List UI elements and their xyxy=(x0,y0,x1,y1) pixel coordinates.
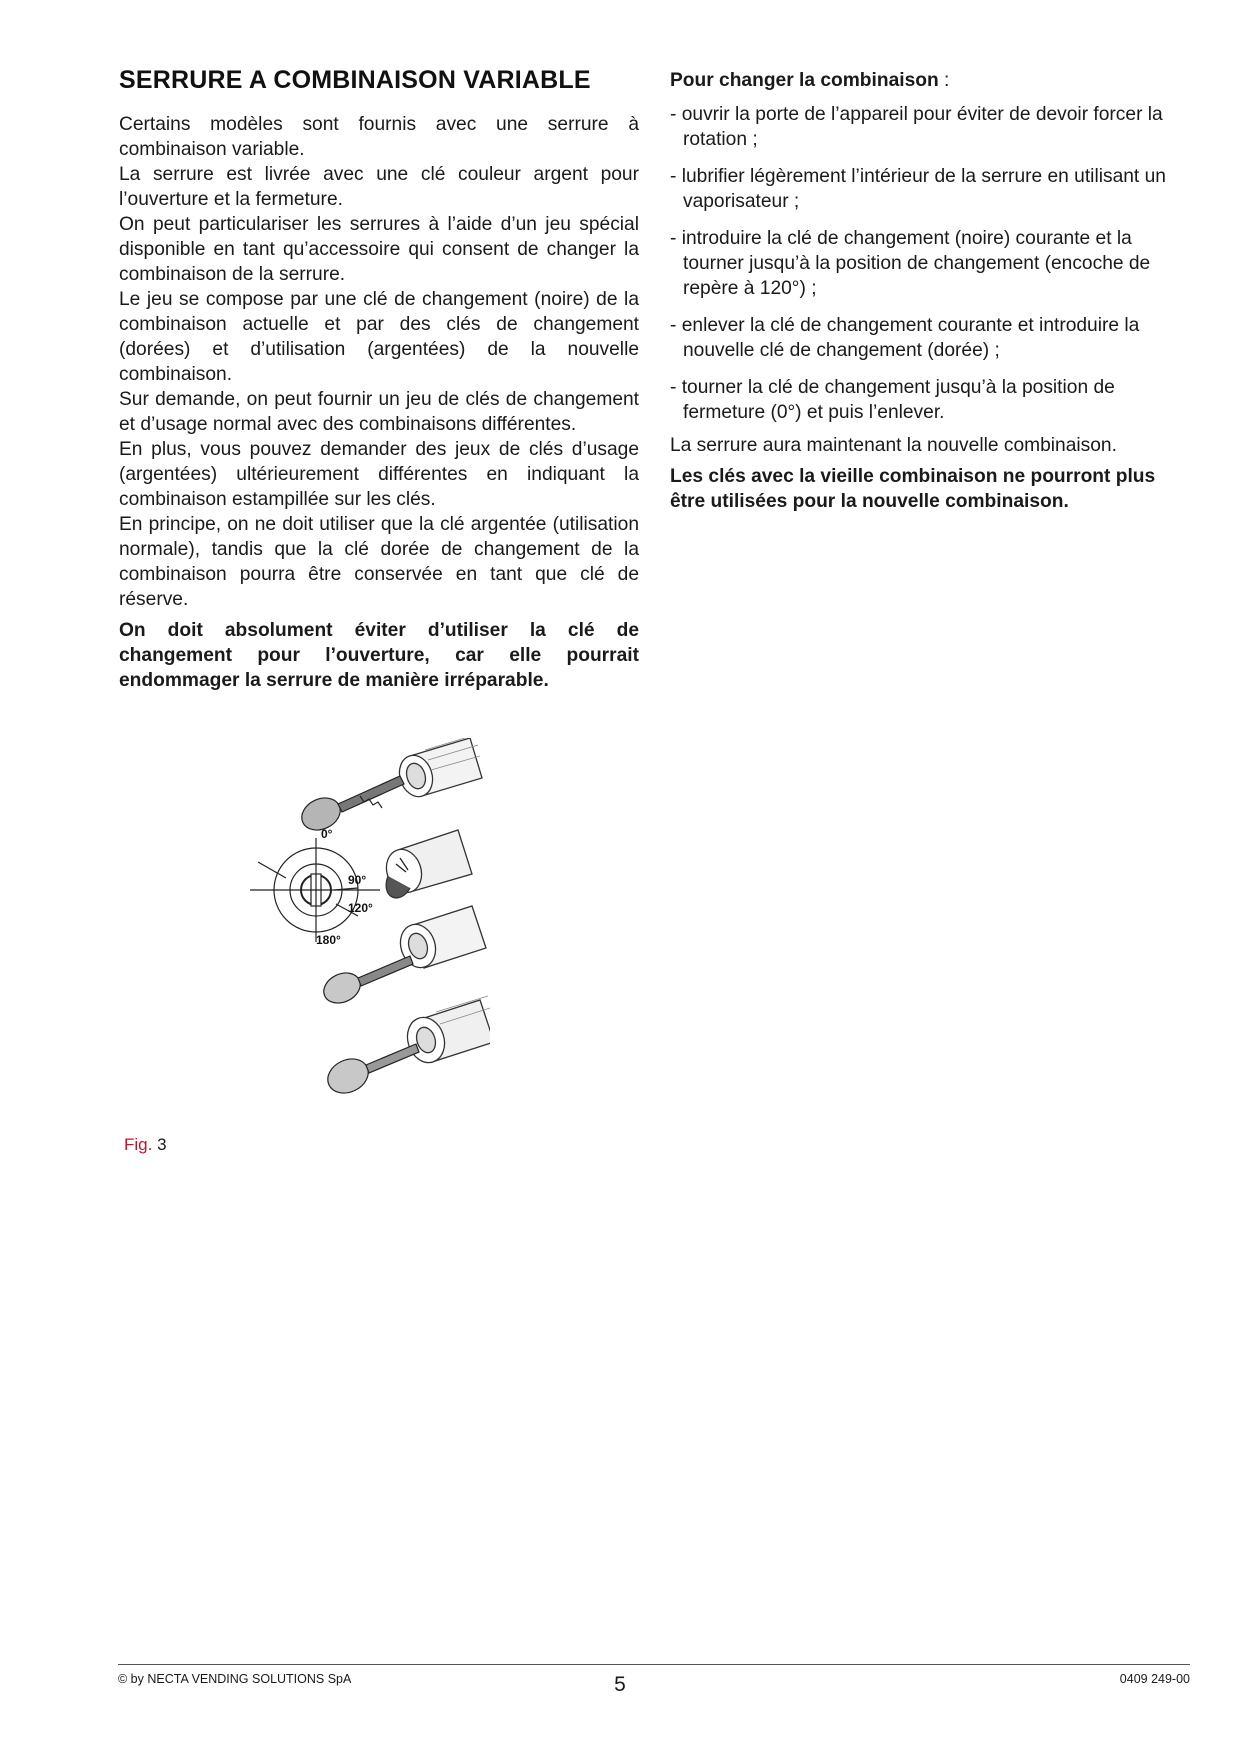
step-turn-to-close: - tourner la clé de changement jusqu’à la position de fermeture (0°) et puis l’enlever. xyxy=(670,377,1115,423)
right-column xyxy=(670,68,1190,514)
step-lubricate: - lubrifier légèrement l’intérieur de la serrure en utilisant un vaporisateur ; xyxy=(670,166,1166,212)
key-3 xyxy=(319,956,413,1009)
angle-label-180: 180° xyxy=(316,933,341,947)
figure-label xyxy=(124,1135,167,1155)
warning-right: Les clés avec la vieille combinaison ne pourront plus être utilisées pour la nouvelle combinaison. xyxy=(670,466,1156,512)
procedure-heading-colon: : xyxy=(938,70,950,91)
paragraph-principle: En principe, on ne doit utiliser que la clé argentée (utilisation normale), tandis que la clé dorée de changement de la combinaison pourra être conservée en tant que clé de réserve. xyxy=(119,514,639,610)
procedure-heading xyxy=(670,68,1190,93)
angle-label-0: 0° xyxy=(321,827,333,841)
footer-divider xyxy=(118,1664,1190,1665)
paragraph-intro: Certains modèles sont fournis avec une serrure à combinaison variable. xyxy=(119,114,639,160)
document-code: 0409 249-00 xyxy=(1119,1672,1190,1686)
left-column xyxy=(119,66,639,693)
warning-left: On doit absolument éviter d’utiliser la clé de changement pour l’ouverture, car elle pourrait endommager la serrure de manière irréparable. xyxy=(119,620,639,691)
step-insert-gold-key: - enlever la clé de changement courante et introduire la nouvelle clé de changement (dorée) ; xyxy=(670,315,1140,361)
paragraph-extra-keys: En plus, vous pouvez demander des jeux de clés d’usage (argentées) ultérieurement différentes en indiquant la combinaison estampillée sur les clés. xyxy=(119,439,639,510)
paragraph-special-kit: On peut particulariser les serrures à l’aide d’un jeu spécial disponible en tant qu’accessoire qui consent de changer la combinaison de la serrure. xyxy=(119,214,639,285)
paragraph-silver-key: La serrure est livrée avec une clé couleur argent pour l’ouverture et la fermeture. xyxy=(119,164,639,210)
lock-cylinder-1 xyxy=(394,738,482,801)
lock-cylinder-4 xyxy=(402,996,490,1067)
result-text: La serrure aura maintenant la nouvelle combinaison. xyxy=(670,435,1117,456)
angle-label-120: 120° xyxy=(348,901,373,915)
angle-label-90: 90° xyxy=(348,873,367,887)
paragraph-kit-contents: Le jeu se compose par une clé de changement (noire) de la combinaison actuelle et par des clés de changement (dorées) et d’utilisation (argentées) de la nouvelle combinaison. xyxy=(119,289,639,385)
paragraph-on-request: Sur demande, on peut fournir un jeu de clés de changement et d’usage normal avec des combinaisons différentes. xyxy=(119,389,639,435)
footer-copyright: © by NECTA VENDING SOLUTIONS SpA xyxy=(118,1672,352,1686)
key-1 xyxy=(297,776,404,836)
procedure-steps xyxy=(670,102,1190,425)
lock-cylinder-2 xyxy=(381,830,472,898)
procedure-heading-bold: Pour changer la combinaison xyxy=(670,70,939,91)
lock-illustration xyxy=(250,738,490,1138)
section-title: SERRURE A COMBINAISON VARIABLE xyxy=(119,66,591,94)
key-4 xyxy=(322,1044,419,1099)
figure-label-number: 3 xyxy=(157,1135,167,1154)
page-number: 5 xyxy=(614,1673,626,1696)
step-open-door: - ouvrir la porte de l’appareil pour éviter de devoir forcer la rotation ; xyxy=(670,104,1163,150)
angle-dial xyxy=(250,838,380,942)
step-insert-black-key: - introduire la clé de changement (noire) courante et la tourner jusqu’à la position de changement (encoche de repère à 120°) ; xyxy=(670,228,1151,299)
figure-label-word: Fig. xyxy=(124,1135,153,1154)
